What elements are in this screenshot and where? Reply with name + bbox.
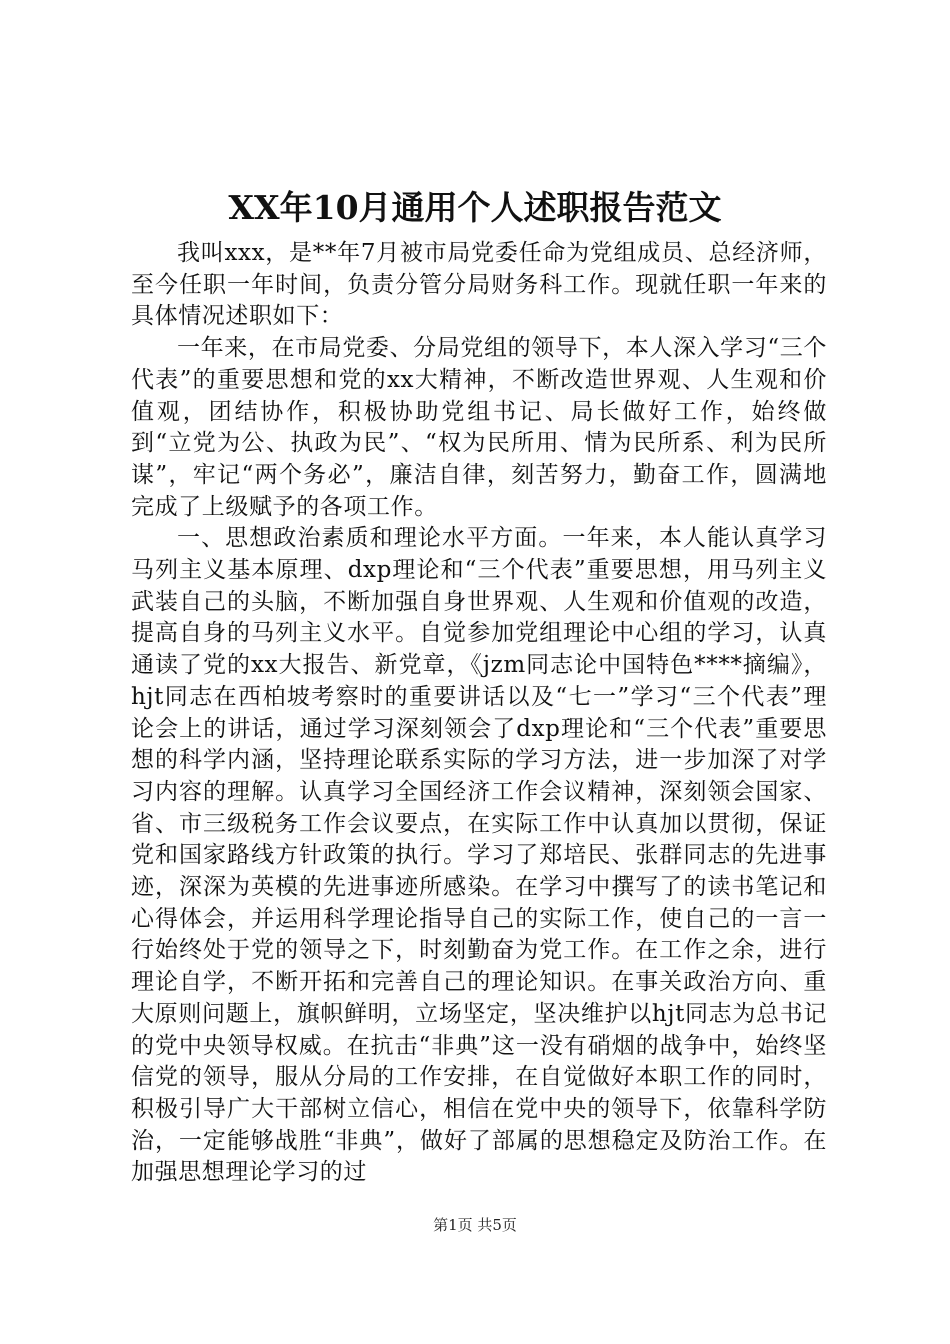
page-footer xyxy=(0,1213,950,1237)
paragraph-section-1: 一、思想政治素质和理论水平方面。一年来，本人能认真学习马列主义基本原理、dxp理论和“三个代表”重要思想，用马列主义武装自己的头脑，不断加强自身世界观、人生观和价值观的改造，提高自身的马列主义水平。自觉参加党组理论中心组的学习，认真通读了党的xx大报告、新党章，《jzm同志论中国特色****摘编》，hjt同志在西柏坡考察时的重要讲话以及“七一”学习“三个代表”理论会上的讲话，通过学习深刻领会了dxp理论和“三个代表”重要思想的科学内涵，坚持理论联系实际的学习方法，进一步加深了对学习内容的理解。认真学习全国经济工作会议精神，深刻领会国家、省、市三级税务工作会议要点，在实际工作中认真加以贯彻，保证党和国家路线方针政策的执行。学习了郑培民、张群同志的先进事迹，深深为英模的先进事迹所感染。在学习中撰写了的读书笔记和心得体会，并运用科学理论指导自己的实际工作，使自己的一言一行始终处于党的领导之下，时刻勤奋为党工作。在工作之余，进行理论自学，不断开拓和完善自己的理论知识。在事关政治方向、重大原则问题上，旗帜鲜明，立场坚定，坚决维护以hjt同志为总书记的党中央领导权威。在抗击“非典”这一没有硝烟的战争中，始终坚信党的领导，服从分局的工作安排，在自觉做好本职工作的同时，积极引导广大干部树立信心，相信在党中央的领导下，依靠科学防治，一定能够战胜“非典”，做好了部属的思想稳定及防治工作。在加强思想理论学习的过 xyxy=(131,525,827,1186)
document-body xyxy=(131,238,827,1189)
paragraph-overview: 一年来，在市局党委、分局党组的领导下，本人深入学习“三个代表”的重要思想和党的xx大精神，不断改造世界观、人生观和价值观，团结协作，积极协助党组书记、局长做好工作，始终做到“立党为公、执政为民”、“权为民所用、情为民所系、利为民所谋”，牢记“两个务必”，廉洁自律，刻苦努力，勤奋工作，圆满地完成了上级赋予的各项工作。 xyxy=(131,335,827,520)
page-title: XX年10月通用个人述职报告范文 xyxy=(228,188,722,227)
paragraph-intro: 我叫xxx，是**年7月被市局党委任命为党组成员、总经济师，至今任职一年时间，负责分管分局财务科工作。现就任职一年来的具体情况述职如下： xyxy=(131,240,827,330)
page-indicator: 第1页 共5页 xyxy=(433,1216,517,1234)
